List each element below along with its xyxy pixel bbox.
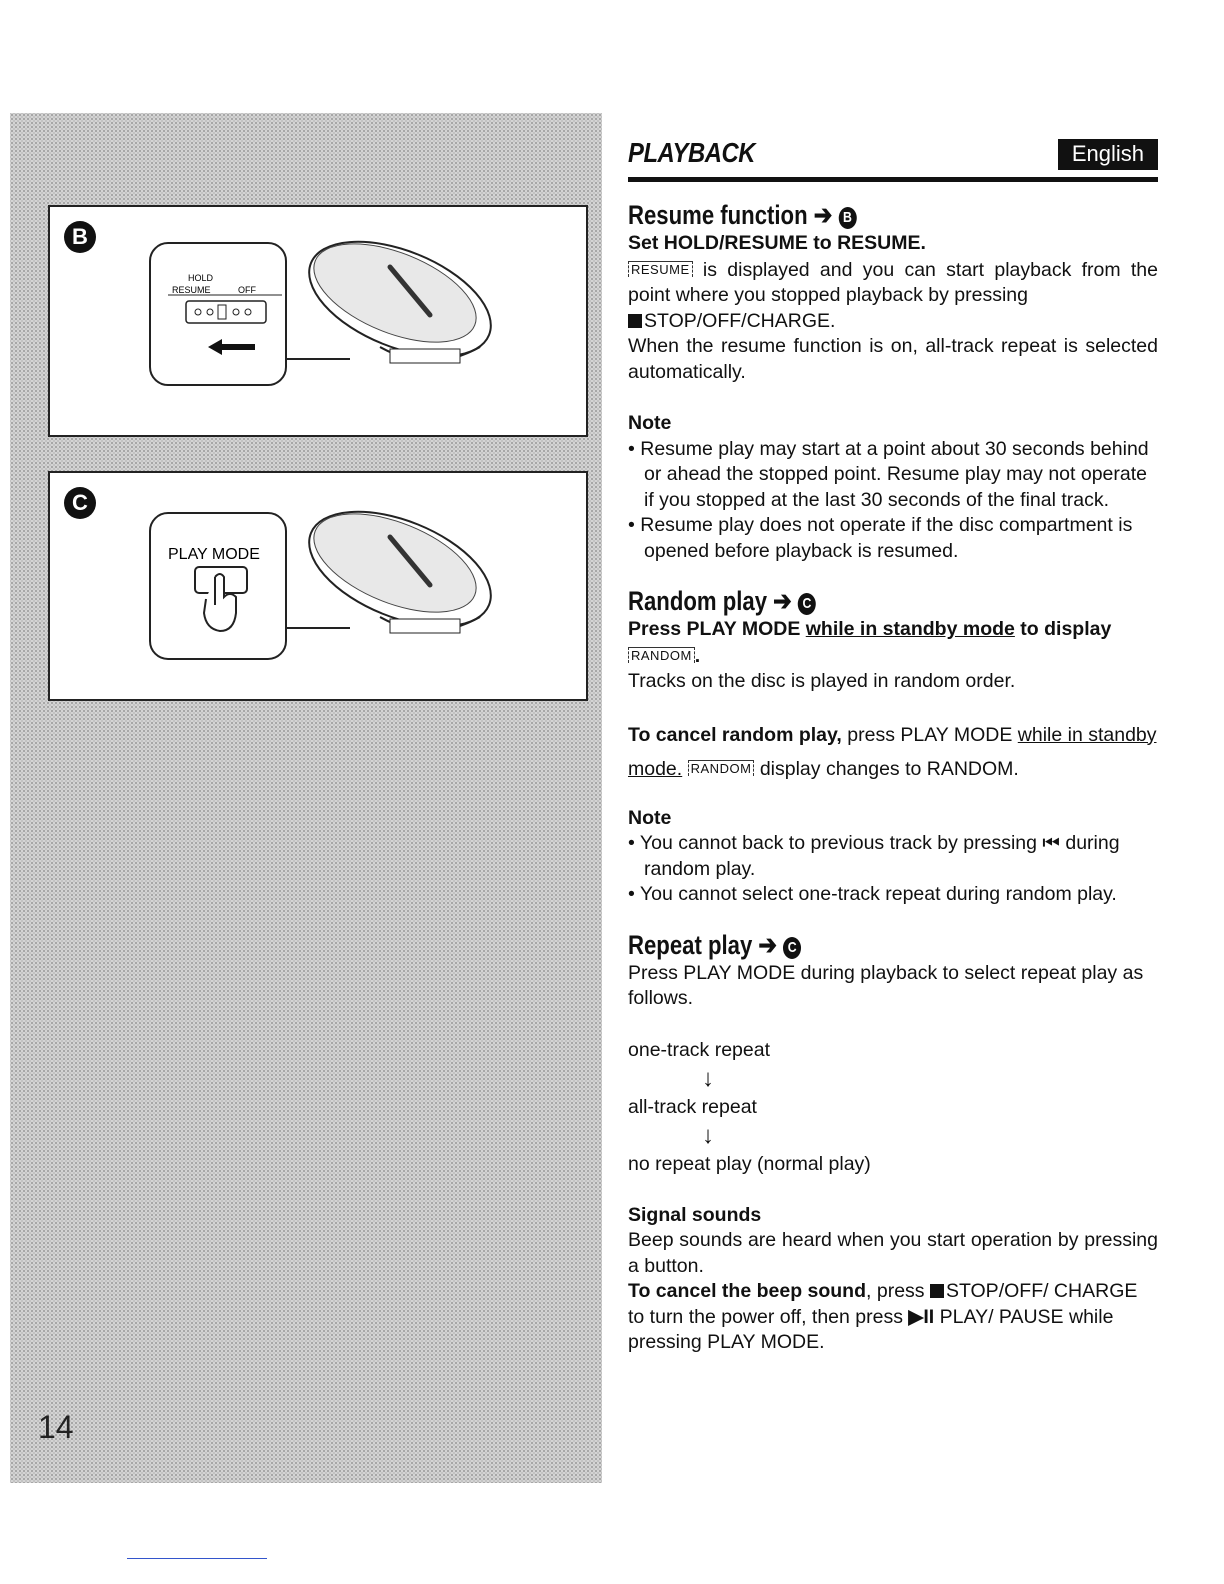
- random-note-1: • You cannot back to previous track by pressing ⏮ during random play.: [628, 832, 1120, 880]
- page-number: 14: [38, 1409, 74, 1445]
- resume-body: RESUME is displayed and you can start playback from the point where you stopped playback by pressing STOP/OFF/CHARGE.: [628, 258, 1158, 332]
- signal-section: [628, 1203, 1158, 1356]
- down-arrow-icon: ↓: [702, 1064, 714, 1092]
- stop-icon: [628, 314, 642, 328]
- play-mode-button-label: PLAY MODE: [168, 546, 260, 563]
- random-note-2: • You cannot select one-track repeat during random play.: [628, 883, 1117, 905]
- repeat-section: [628, 930, 1158, 1177]
- random-cancel: To cancel random play, press PLAY MODE while in standby mode. RANDOM display changes to RANDOM.: [628, 723, 1157, 780]
- repeat-mode-2: all-track repeat: [628, 1095, 757, 1118]
- lcd-resume-indicator: RESUME: [628, 261, 693, 277]
- figure-b: [48, 205, 588, 437]
- resume-switch-illustration: [50, 207, 586, 435]
- figure-c-label: C: [64, 487, 96, 519]
- random-heading: Random play ➔ C: [628, 586, 816, 617]
- resume-body-2: When the resume function is on, all-track repeat is selected automatically.: [628, 335, 1158, 383]
- lcd-random-indicator: RANDOM: [628, 647, 695, 663]
- random-note-title: Note: [628, 806, 672, 829]
- figure-c: [48, 471, 588, 701]
- random-section: [628, 586, 1158, 908]
- play-pause-icon: ▶II: [908, 1305, 935, 1328]
- section-title: PLAYBACK: [628, 137, 756, 168]
- resume-section: [628, 200, 1158, 564]
- stop-icon: [930, 1284, 944, 1298]
- switch-off-label: OFF: [238, 285, 256, 295]
- resume-note-title: Note: [628, 412, 672, 434]
- signal-cancel: To cancel the beep sound, press STOP/OFF/ CHARGE to turn the power off, then press ▶II PLAY/ PAUSE while pressing PLAY MODE.: [628, 1280, 1138, 1353]
- play-mode-illustration: [50, 473, 586, 699]
- switch-resume-label: RESUME: [172, 285, 211, 295]
- section-header: [628, 135, 1158, 182]
- random-body: Tracks on the disc is played in random order.: [628, 670, 1016, 692]
- resume-note-1: • Resume play may start at a point about 30 seconds behind or ahead the stopped point. Resume play may not operate if you stopped at the last 30 seconds of the final track.: [628, 437, 1149, 511]
- signal-body: Beep sounds are heard when you start operation by pressing a button.: [628, 1229, 1158, 1277]
- signal-title: Signal sounds: [628, 1203, 762, 1226]
- down-arrow-icon: ↓: [702, 1121, 714, 1149]
- language-badge: English: [1058, 139, 1158, 170]
- repeat-mode-1: one-track repeat: [628, 1038, 770, 1061]
- repeat-mode-3: no repeat play (normal play): [628, 1152, 871, 1175]
- repeat-flow: [628, 1038, 1158, 1177]
- resume-instruction: Set HOLD/RESUME to RESUME.: [628, 232, 926, 254]
- illustration-panel: [10, 113, 602, 1483]
- figure-b-label: B: [64, 221, 96, 253]
- footer-rule: [127, 1558, 267, 1559]
- lcd-random-indicator-2: RANDOM: [688, 760, 755, 776]
- text-column: [628, 135, 1158, 1356]
- resume-heading: Resume function ➔ B: [628, 200, 857, 231]
- repeat-body: Press PLAY MODE during playback to select repeat play as follows.: [628, 961, 1144, 1009]
- random-instruction: Press PLAY MODE while in standby mode to display RANDOM .: [628, 618, 1112, 667]
- repeat-heading: Repeat play ➔ C: [628, 930, 801, 961]
- switch-hold-label: HOLD: [188, 273, 214, 283]
- resume-note-2: • Resume play does not operate if the disc compartment is opened before playback is resumed.: [628, 514, 1133, 562]
